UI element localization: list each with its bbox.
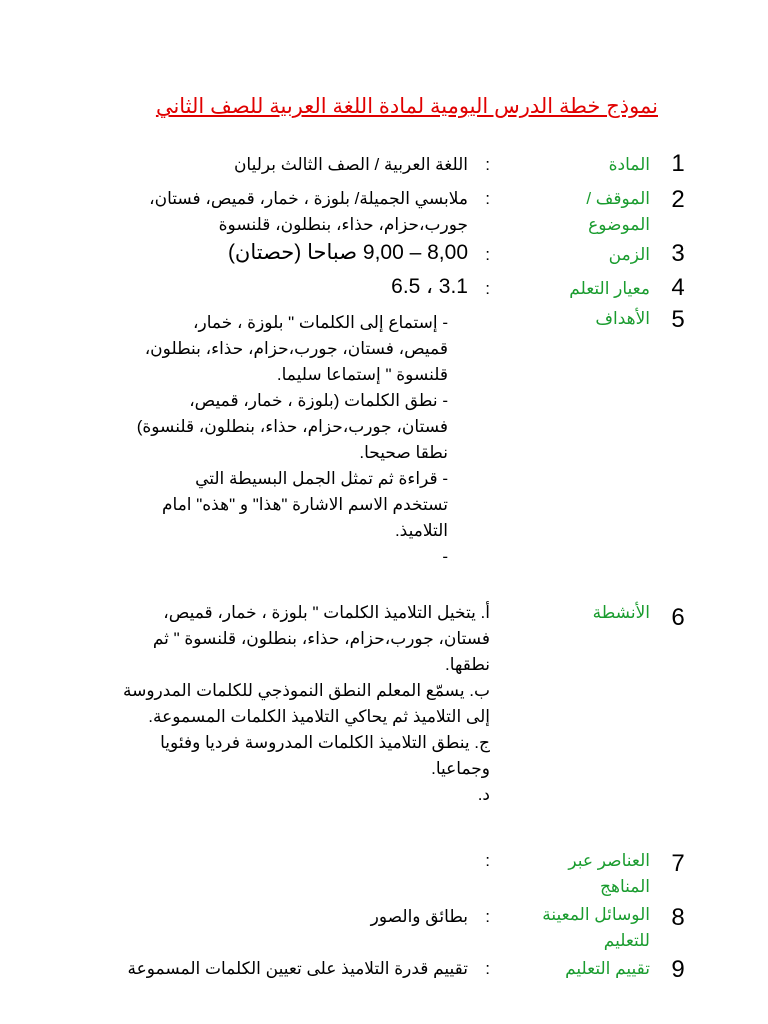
row-colon: :	[485, 155, 490, 174]
objective-line: تستخدم الاسم الاشارة "هذا" و "هذه" امام	[161, 495, 448, 514]
objective-line: التلاميذ.	[394, 521, 448, 540]
row-value: بطائق والصور	[370, 907, 468, 926]
row-label: المادة	[608, 155, 650, 174]
row-label: معيار التعلم	[569, 279, 650, 298]
activity-line: أ. يتخيل التلاميذ الكلمات " بلوزة ، خمار، قميص،	[163, 603, 490, 622]
row-number: 3	[671, 240, 685, 267]
row-label: الوسائل المعينة للتعليم	[542, 905, 650, 950]
row-colon: :	[485, 959, 490, 978]
row-value: تقييم قدرة التلاميذ على تعيين الكلمات المسموعة	[127, 959, 468, 978]
row-colon: :	[485, 279, 490, 298]
objective-line: فستان، جورب،حزام، حذاء، بنطلون، قلنسوة)	[136, 417, 448, 436]
row-label: الموقف / الموضوع	[586, 189, 650, 234]
row-label: العناصر عبر المناهج	[568, 851, 650, 896]
activity-line: ب. يسمّع المعلم النطق النموذجي للكلمات المدروسة	[122, 681, 490, 700]
row-number: 4	[671, 274, 685, 301]
row-value: 3.1 ، 6.5	[391, 275, 468, 298]
row-colon: :	[485, 245, 490, 264]
row-number: 6	[671, 604, 685, 631]
row-colon: :	[485, 851, 490, 870]
row-value: 8,00 – 9,00 صباحا (حصتان)	[227, 241, 468, 264]
row-number: 5	[671, 306, 685, 333]
row-colon: :	[485, 907, 490, 926]
activity-line: ج. ينطق التلاميذ الكلمات المدروسة فرديا وفئويا	[160, 733, 490, 752]
activities-list	[50, 600, 490, 808]
row-value: اللغة العربية / الصف الثالث برليان	[233, 155, 468, 174]
objectives-list	[58, 310, 448, 570]
row-label: الزمن	[608, 245, 650, 264]
activity-line: إلى التلاميذ ثم يحاكي التلاميذ الكلمات المسموعة.	[148, 707, 490, 726]
row-number: 2	[671, 186, 685, 213]
objective-line: - قراءة ثم تمثل الجمل البسيطة التي	[195, 469, 448, 488]
objective-line: قميص، فستان، جورب،حزام، حذاء، بنطلون،	[144, 339, 448, 358]
activity-line: فستان، جورب،حزام، حذاء، بنطلون، قلنسوة " ثم	[152, 629, 490, 648]
objective-line: -	[442, 547, 448, 566]
row-number: 7	[671, 850, 685, 877]
objective-line: - إستماع إلى الكلمات " بلوزة ، خمار،	[193, 313, 448, 332]
row-label: تقييم التعليم	[565, 959, 650, 978]
objective-line: - نطق الكلمات (بلوزة ، خمار، قميص،	[189, 391, 448, 410]
activity-line: وجماعيا.	[431, 759, 490, 778]
row-colon: :	[485, 189, 490, 208]
row-number: 8	[671, 904, 685, 931]
activity-line: نطقها.	[444, 655, 490, 674]
row-value: ملابسي الجميلة/ بلوزة ، خمار، قميص، فستان، جورب،حزام، حذاء، بنطلون، قلنسوة	[149, 189, 468, 234]
activity-line: د.	[477, 785, 490, 804]
objective-line: قلنسوة " إستماعا سليما.	[276, 365, 448, 384]
row-label: الأهداف	[595, 309, 650, 328]
page-title: نموذج خطة الدرس اليومية لمادة اللغة العربية للصف الثاني	[155, 95, 658, 118]
row-number: 9	[671, 956, 685, 983]
row-label: الأنشطة	[592, 603, 650, 622]
row-number: 1	[671, 150, 685, 177]
objective-line: نطقا صحيحا.	[359, 443, 448, 462]
